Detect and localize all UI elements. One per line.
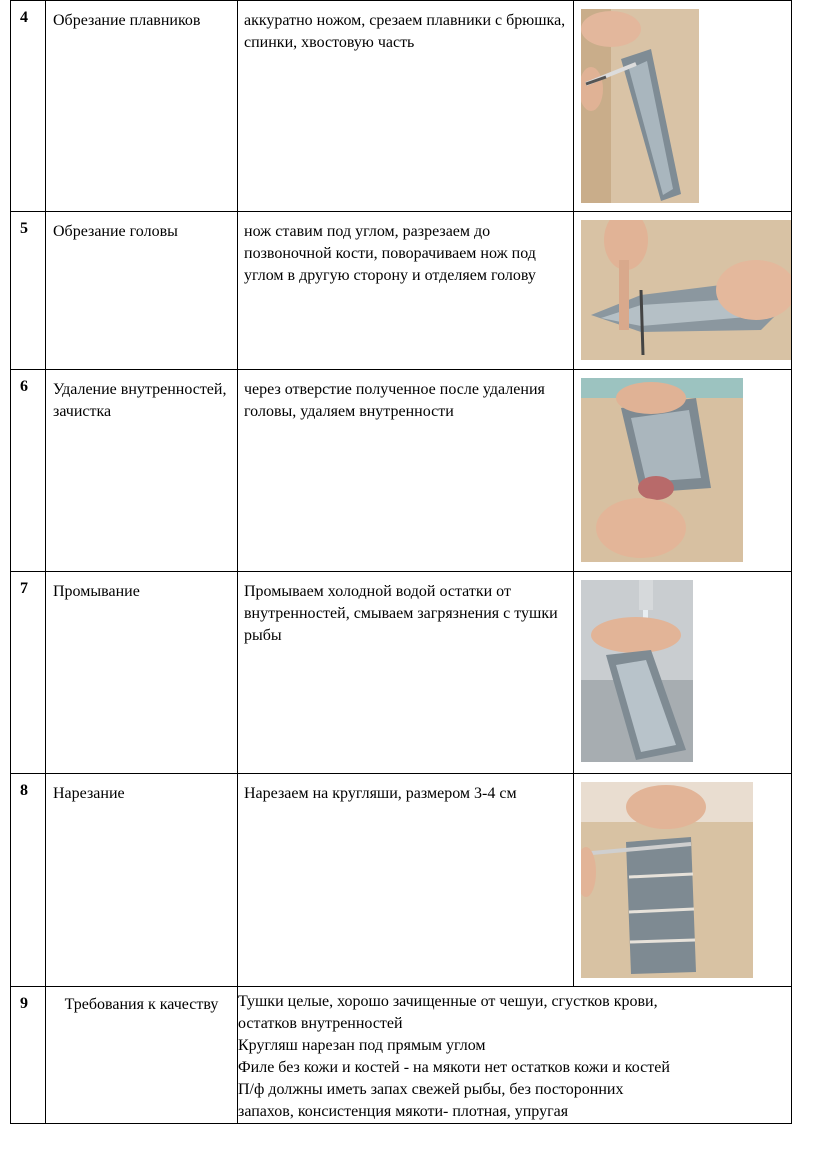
quality-requirements-text xyxy=(238,987,792,1124)
fish-fin-cutting-photo xyxy=(581,9,699,203)
quality-line: Филе без кожи и костей - на мякоти нет остатков кожи и костей xyxy=(238,1059,670,1076)
step-description: нож ставим под углом, разрезаем до позвоночной кости, поворачиваем нож под углом в другую сторону и отделяем голову xyxy=(238,212,574,370)
table-row xyxy=(11,774,792,987)
step-photo-cell xyxy=(574,212,792,370)
table-row xyxy=(11,212,792,370)
process-steps-table xyxy=(10,0,792,1124)
step-number: 5 xyxy=(11,212,46,370)
quality-line: остатков внутренностей xyxy=(238,1015,403,1032)
step-photo-cell xyxy=(574,370,792,572)
quality-line: П/ф должны иметь запах свежей рыбы, без посторонних xyxy=(238,1081,624,1098)
table-row xyxy=(11,1,792,212)
step-description: Промываем холодной водой остатки от внутренностей, смываем загрязнения с тушки рыбы xyxy=(238,572,574,774)
step-description: Нарезаем на кругляши, размером 3-4 см xyxy=(238,774,574,987)
step-number: 7 xyxy=(11,572,46,774)
step-number: 9 xyxy=(11,987,46,1124)
table-row xyxy=(11,987,792,1124)
quality-line: запахов, консистенция мякоти- плотная, упругая xyxy=(238,1103,569,1120)
quality-line: Тушки целые, хорошо зачищенные от чешуи, сгустков крови, xyxy=(238,993,658,1010)
step-name: Нарезание xyxy=(46,774,238,987)
quality-line: Кругляш нарезан под прямым углом xyxy=(238,1037,486,1054)
step-number: 4 xyxy=(11,1,46,212)
fish-head-cutting-photo xyxy=(581,220,791,360)
fish-slicing-photo xyxy=(581,782,753,978)
step-number: 6 xyxy=(11,370,46,572)
fish-washing-photo xyxy=(581,580,693,762)
quality-requirements-label: Требования к качеству xyxy=(46,987,238,1124)
step-number: 8 xyxy=(11,774,46,987)
step-photo-cell xyxy=(574,1,792,212)
step-name: Удаление внутренностей, зачистка xyxy=(46,370,238,572)
table-row xyxy=(11,572,792,774)
step-photo-cell xyxy=(574,572,792,774)
table-row xyxy=(11,370,792,572)
fish-gutting-photo xyxy=(581,378,743,562)
step-name: Обрезание плавников xyxy=(46,1,238,212)
step-name: Обрезание головы xyxy=(46,212,238,370)
step-photo-cell xyxy=(574,774,792,987)
step-description: через отверстие полученное после удаления головы, удаляем внутренности xyxy=(238,370,574,572)
step-name: Промывание xyxy=(46,572,238,774)
step-description: аккуратно ножом, срезаем плавники с брюшка, спинки, хвостовую часть xyxy=(238,1,574,212)
